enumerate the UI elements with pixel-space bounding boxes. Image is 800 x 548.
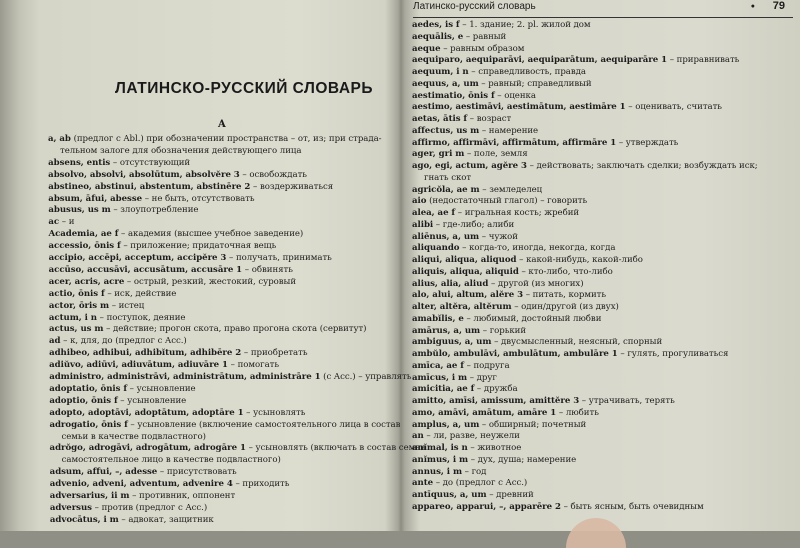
entry-definition: – усыновлять xyxy=(243,407,306,418)
dictionary-entry xyxy=(412,314,601,325)
entry-definition: – до (предлог с Acc.) xyxy=(433,478,528,489)
dictionary-entry xyxy=(49,360,279,371)
entry-definition: – отсутствующий xyxy=(110,157,191,168)
entry-definition: – подруга xyxy=(463,360,510,371)
entry-definition: – другой (из многих) xyxy=(488,278,584,289)
entry-headword: adsum, affui, –, adesse xyxy=(49,467,158,478)
dictionary-entry xyxy=(412,32,506,43)
entry-definition: – дружба xyxy=(474,384,518,395)
dictionary-entry xyxy=(49,265,293,276)
entry-headword: aio xyxy=(412,196,427,207)
entry-headword: appareo, apparui, –, apparēre 2 xyxy=(412,501,561,512)
entry-headword: absum, āfui, abesse xyxy=(48,193,143,204)
dictionary-entry xyxy=(50,467,237,478)
entry-headword: aedes, is f xyxy=(412,20,460,30)
dictionary-entry xyxy=(412,102,722,113)
entry-headword: antīquus, a, um xyxy=(412,490,487,500)
dictionary-entry xyxy=(50,491,235,502)
entry-definition: – игральная кость; жребий xyxy=(455,208,580,218)
entry-headword: aeque xyxy=(412,43,441,54)
entry-headword: advenio, adveni, adventum, advenire 4 xyxy=(49,479,233,490)
dictionary-entry xyxy=(412,232,518,243)
entry-headword: ad xyxy=(49,336,61,347)
entry-headword: affirmo, affirmāvi, affirmātum, affirmāre 1 xyxy=(412,137,617,148)
entry-headword: ambiguus, a, um xyxy=(412,337,492,348)
entry-definition: – поле, земля xyxy=(464,149,528,160)
entry-definition: – утрачивать, терять xyxy=(579,396,675,406)
entry-definition: самостоятельное лицо в качестве подвластного) xyxy=(61,455,281,466)
section-letter: A xyxy=(218,119,226,130)
dictionary-entry xyxy=(60,146,301,157)
dictionary-entry xyxy=(412,349,728,360)
dictionary-entry xyxy=(412,67,586,78)
entry-definition: – утверждать xyxy=(616,137,679,148)
entry-headword: a, ab xyxy=(48,134,71,144)
entry-headword: amīcus, i m xyxy=(412,372,468,383)
entry-headword: ac xyxy=(48,217,60,228)
entry-definition: – не быть, отсутствовать xyxy=(142,193,255,204)
right-page xyxy=(408,0,800,531)
entry-headword: alter, altĕra, altĕrum xyxy=(412,302,512,312)
dictionary-entry xyxy=(62,455,281,466)
entry-headword: actio, ōnis f xyxy=(48,288,105,299)
entry-headword: annus, i m xyxy=(412,466,462,477)
entry-headword: aliquis, aliqua, aliquid xyxy=(412,266,519,277)
dictionary-entry xyxy=(48,182,333,193)
dictionary-entry xyxy=(412,373,497,384)
dictionary-entry xyxy=(49,313,186,324)
entry-headword: advocātus, i m xyxy=(49,514,119,525)
entry-definition: – обвинять xyxy=(242,264,293,275)
dictionary-entry xyxy=(412,443,521,454)
dictionary-entry xyxy=(49,253,332,264)
dictionary-entry xyxy=(49,289,177,300)
entry-headword: aliqui, aliqua, aliquod xyxy=(412,255,517,265)
entry-headword: adhibeo, adhibui, adhibĭtum, adhibēre 2 xyxy=(49,348,242,359)
dictionary-entry xyxy=(48,194,254,205)
entry-headword: an xyxy=(412,431,424,442)
dictionary-entry xyxy=(412,267,613,278)
entry-definition: – воздерживаться xyxy=(250,181,334,192)
entry-headword: affectus, us m xyxy=(412,125,480,136)
entry-headword: abusus, us m xyxy=(48,205,111,216)
entry-definition: – чужой xyxy=(479,231,518,242)
entry-definition: – злоупотребление xyxy=(110,205,199,216)
entry-headword: amārus, a, um xyxy=(412,325,481,336)
dictionary-entry xyxy=(48,229,303,240)
entry-headword: alibi xyxy=(412,219,434,230)
entry-headword: adrŏgo, adrogāvi, adrogātum, adrogāre 1 xyxy=(49,443,246,454)
dictionary-entry xyxy=(412,55,739,66)
dictionary-entry xyxy=(412,361,510,372)
entry-definition: – 1. здание; 2. pl. жилой дом xyxy=(459,20,591,30)
dictionary-entry xyxy=(49,241,277,252)
entry-headword: Academia, ae f xyxy=(48,229,119,240)
bullet-icon: ● xyxy=(750,3,755,10)
entry-definition: – академия (высшее учебное заведение) xyxy=(118,229,304,240)
entry-definition: тельном залоге для обозначения действующего лица xyxy=(60,145,302,156)
entry-headword: acer, acris, acre xyxy=(48,276,125,287)
entry-headword: aliēnus, a, um xyxy=(412,231,480,242)
dictionary-entry xyxy=(48,134,382,145)
entry-definition: – приходить xyxy=(232,479,290,490)
entry-definition: семьи в качестве подвластного) xyxy=(61,431,206,442)
dictionary-entry xyxy=(412,91,536,102)
entry-definition: – усыновление xyxy=(126,383,196,394)
dictionary-entry xyxy=(412,467,486,478)
entry-definition: – возраст xyxy=(467,114,512,124)
entry-headword: agricŏla, ae m xyxy=(412,184,480,195)
entry-definition: – двусмысленный, неясный, спорный xyxy=(491,337,663,348)
entry-definition: – кто-либо, что-либо xyxy=(518,266,613,277)
entry-definition: – любить xyxy=(556,407,599,418)
entry-definition: – усыновление (включение самостоятельного лица в состав xyxy=(127,419,401,430)
dictionary-entry xyxy=(62,432,206,443)
entry-definition: – усыновление xyxy=(117,395,187,406)
running-header xyxy=(413,0,793,18)
entry-definition: – приобретать xyxy=(241,348,308,359)
entry-headword: amitto, amīsi, amissum, amittĕre 3 xyxy=(412,396,580,406)
dictionary-entry xyxy=(49,420,400,431)
dictionary-entry xyxy=(49,408,305,419)
dictionary-entry xyxy=(412,396,675,407)
entry-definition: – дух, душа; намерение xyxy=(468,454,577,465)
page-title: ЛАТИНСКО-РУССКИЙ СЛОВАРЬ xyxy=(115,80,374,97)
dictionary-entry xyxy=(412,408,599,419)
entry-definition: – ли, разве, неужели xyxy=(423,431,520,442)
dictionary-entry xyxy=(50,515,214,526)
entry-definition: (с Acc.) – управлять xyxy=(320,372,412,382)
entry-headword: amplus, a, um xyxy=(412,419,480,430)
entry-headword: anĭmus, i m xyxy=(412,454,469,465)
entry-headword: alo, alui, altum, alĕre 3 xyxy=(412,290,524,301)
entry-definition: – справедливость, правда xyxy=(468,67,586,77)
dictionary-entry xyxy=(48,158,190,169)
entry-headword: aequālis, e xyxy=(412,31,464,42)
dictionary-entry xyxy=(412,161,758,172)
entry-definition: – усыновлять (включать в состав семьи xyxy=(245,443,426,454)
dictionary-entry xyxy=(412,126,538,137)
entry-definition: гнать скот xyxy=(424,172,472,183)
entry-definition: – оценка xyxy=(494,90,536,101)
dictionary-entry xyxy=(412,279,584,290)
dictionary-entry xyxy=(49,396,186,407)
dictionary-entry xyxy=(412,490,534,501)
entry-definition: – друг xyxy=(467,372,497,383)
entry-definition: – действовать; заключать сделки; возбуждать иск; xyxy=(526,161,758,171)
dictionary-entry xyxy=(49,348,307,359)
entry-headword: ambŭlo, ambulāvi, ambulātum, ambulāre 1 xyxy=(412,349,618,359)
dictionary-entry xyxy=(412,185,542,196)
entry-headword: aequum, i n xyxy=(412,67,469,77)
dictionary-entry xyxy=(412,44,524,55)
dictionary-entry xyxy=(50,479,290,490)
entry-headword: adversus xyxy=(49,502,92,513)
entry-headword: ago, egi, actum, agĕre 3 xyxy=(412,161,527,171)
entry-definition: – истец xyxy=(109,300,145,311)
entry-definition: – животное xyxy=(467,443,522,453)
entry-headword: adoptatio, ōnis f xyxy=(49,383,127,394)
entry-headword: absolvo, absolvi, absolūtum, absolvĕre 3 xyxy=(48,169,240,180)
dictionary-entry xyxy=(412,455,576,466)
entry-definition: – оценивать, считать xyxy=(625,102,722,113)
entry-headword: aestimo, aestimāvi, aestimātum, aestimāre 1 xyxy=(412,102,626,113)
entry-headword: adrogatio, ōnis f xyxy=(49,419,128,430)
entry-headword: aequus, a, um xyxy=(412,78,479,89)
dictionary-entry xyxy=(412,478,527,489)
entry-definition: – равным образом xyxy=(440,43,525,54)
entry-definition: – где-либо; алиби xyxy=(433,219,515,230)
entry-definition: – действие; прогон скота, право прогона скота (сервитут) xyxy=(103,324,367,335)
dictionary-entry xyxy=(49,277,296,288)
entry-headword: amīca, ae f xyxy=(412,360,464,371)
dictionary-entry xyxy=(49,384,195,395)
entry-headword: amicitia, ae f xyxy=(412,384,475,395)
entry-definition: – поступок, деяние xyxy=(97,312,186,323)
entry-headword: alius, alia, aliud xyxy=(412,278,489,289)
entry-definition: – намерение xyxy=(479,125,539,136)
entry-headword: adopto, adoptāvi, adoptātum, adoptāre 1 xyxy=(49,407,244,418)
running-header-title: Латинско-русский словарь xyxy=(413,1,536,12)
entry-headword: adoptio, ōnis f xyxy=(49,395,118,406)
page-number: 79 xyxy=(772,0,785,12)
entry-definition: (предлог с Abl.) при обозначении пространства – от, из; при страда- xyxy=(70,134,382,144)
dictionary-entry xyxy=(49,301,144,312)
dictionary-entry xyxy=(412,149,528,160)
entry-definition: – получать, принимать xyxy=(226,253,332,263)
entry-definition: – обширный; почетный xyxy=(479,419,587,430)
entry-definition: – помогать xyxy=(227,360,280,371)
entry-definition: – горький xyxy=(480,325,527,336)
dictionary-entry xyxy=(412,431,520,442)
entry-headword: aequiparo, aequiparāvi, aequiparātum, aequiparāre 1 xyxy=(412,55,668,66)
entry-definition: – противник, оппонент xyxy=(129,491,236,501)
entry-headword: adversarius, ii m xyxy=(49,491,130,501)
entry-definition: – адвокат, защитник xyxy=(118,514,214,525)
entry-definition: – любимый, достойный любви xyxy=(463,313,602,324)
dictionary-entry xyxy=(412,302,619,313)
dictionary-entry xyxy=(48,205,198,216)
entry-definition: – гулять, прогуливаться xyxy=(617,349,729,359)
entry-definition: – иск, действие xyxy=(104,288,177,299)
dictionary-entry xyxy=(48,217,74,228)
dictionary-entry xyxy=(412,114,511,125)
dictionary-entry xyxy=(49,372,411,383)
entry-definition: – против (предлог с Acc.) xyxy=(91,502,208,513)
entry-headword: ante xyxy=(412,478,434,489)
dictionary-entry xyxy=(48,170,307,181)
entry-definition: – равный xyxy=(463,31,507,42)
entry-headword: amabĭlis, e xyxy=(412,313,464,324)
dictionary-entry xyxy=(50,503,207,514)
entry-headword: absens, entis xyxy=(48,157,111,168)
entry-definition: – когда-то, иногда, некогда, когда xyxy=(459,243,616,254)
entry-definition: (недостаточный глагол) – говорить xyxy=(426,196,588,207)
dictionary-entry xyxy=(50,443,426,454)
dictionary-entry xyxy=(49,324,367,335)
entry-headword: aestimatio, ōnis f xyxy=(412,90,495,101)
dictionary-entry xyxy=(412,420,586,431)
dictionary-entry xyxy=(424,173,471,184)
entry-headword: actor, ōris m xyxy=(48,300,110,311)
entry-headword: anĭmal, is n xyxy=(412,443,468,453)
dictionary-entry xyxy=(412,384,518,395)
dictionary-entry xyxy=(412,255,643,266)
entry-definition: – земледелец xyxy=(479,184,543,195)
entry-definition: – освобождать xyxy=(239,169,307,180)
entry-headword: administro, administrāvi, administrātum, administrāre 1 xyxy=(49,372,321,382)
entry-definition: – равный; справедливый xyxy=(478,78,592,89)
entry-definition: – к, для, до (предлог с Acc.) xyxy=(60,336,187,347)
entry-headword: ager, gri m xyxy=(412,149,465,160)
dictionary-entry xyxy=(412,290,606,301)
entry-headword: accessio, ōnis f xyxy=(48,241,121,252)
entry-definition: – быть ясным, быть очевидным xyxy=(560,501,704,512)
entry-headword: amo, amāvi, amātum, amāre 1 xyxy=(412,407,557,418)
dictionary-entry xyxy=(412,79,592,90)
dictionary-entry xyxy=(412,138,678,149)
entry-headword: accūso, accusāvi, accusātum, accusāre 1 xyxy=(48,264,243,275)
dictionary-entry xyxy=(412,208,579,219)
entry-definition: – приравнивать xyxy=(667,55,740,66)
entry-definition: – какой-нибудь, какой-либо xyxy=(516,255,643,265)
dictionary-entry xyxy=(412,20,591,31)
dictionary-entry xyxy=(412,243,615,254)
entry-headword: actus, us m xyxy=(48,324,104,335)
entry-headword: actum, i n xyxy=(48,312,97,323)
entry-headword: alea, ae f xyxy=(412,208,456,218)
entry-definition: – древний xyxy=(486,490,534,500)
dictionary-entry xyxy=(412,196,587,207)
entry-definition: – присутствовать xyxy=(157,467,237,478)
entry-headword: abstineo, abstinui, abstentum, abstinēre 2 xyxy=(48,181,251,192)
entry-definition: – приложение; придаточная вещь xyxy=(120,241,277,252)
dictionary-entry xyxy=(412,502,704,513)
entry-headword: accipio, accēpi, acceptum, accipĕre 3 xyxy=(48,253,227,263)
entry-definition: – один/другой (из двух) xyxy=(511,302,619,312)
entry-definition: – острый, резкий, жестокий, суровый xyxy=(124,276,297,287)
entry-definition: – и xyxy=(59,217,75,228)
entry-definition: – год xyxy=(461,466,487,477)
entry-definition: – питать, кормить xyxy=(523,290,607,301)
dictionary-entry xyxy=(412,326,526,337)
entry-headword: adiŭvo, adiūvi, adiuvātum, adiuvāre 1 xyxy=(49,360,228,371)
entry-headword: aetas, ātis f xyxy=(412,114,468,124)
dictionary-entry xyxy=(412,337,662,348)
entry-headword: aliquando xyxy=(412,243,460,254)
dictionary-entry xyxy=(49,336,187,347)
dictionary-entry xyxy=(412,220,514,231)
